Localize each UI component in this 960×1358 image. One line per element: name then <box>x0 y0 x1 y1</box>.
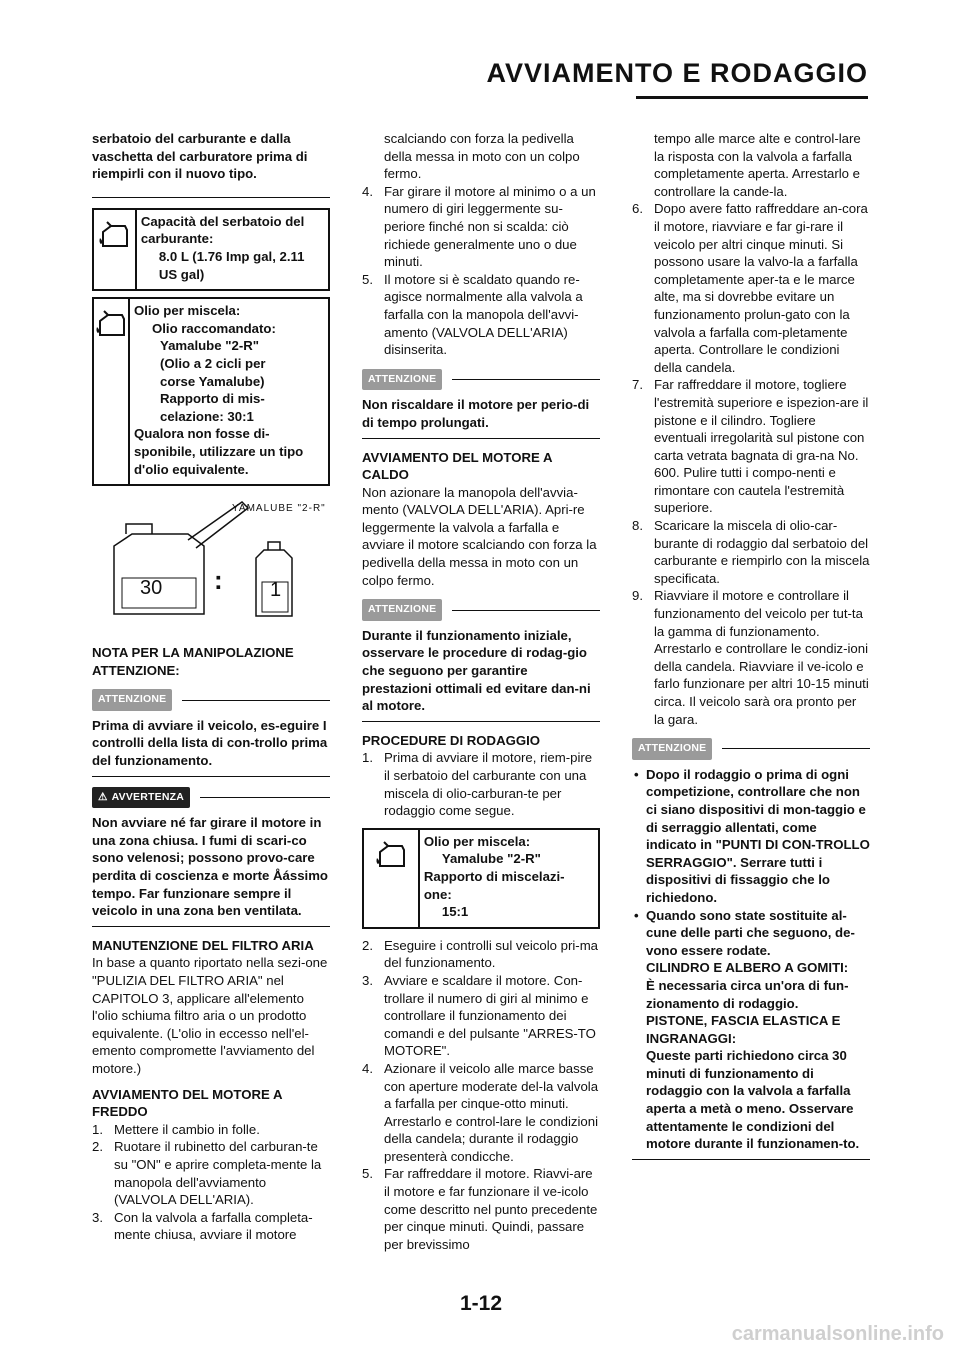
list-item: 6. Dopo avere fatto raffreddare an-cora il motore, riavviare e far gi-rare il veicolo per altri cinque minuti. Si possono usare la valvo-la a farfalla completamente aper-ta e le marce alte, ma si dovrebbe evitare un funzionamento prolun-gato con la valvola a farfalla com-pletamente aperta. Controllare le condizioni della candela. <box>632 201 868 375</box>
divider <box>92 926 330 927</box>
list-item: 2. Ruotare il rubinetto del carburan-te su "ON" e aprire completa-mente la manopola dell'avviamento (VALVOLA DELL'ARIA). <box>92 1139 322 1208</box>
break-in-steps-continued <box>632 200 870 728</box>
mixing-illustration <box>92 496 330 626</box>
divider <box>362 438 600 439</box>
oil-can-icon <box>364 830 420 927</box>
spec-mix-ratio-label: Rapporto di miscelazi-one: <box>423 868 565 902</box>
cold-start-heading: AVVIAMENTO DEL MOTORE A FREDDO <box>92 1086 283 1120</box>
attention-badge: ATTENZIONE <box>92 689 172 711</box>
list-item: 9. Riavviare il motore e controllare il funzionamento del veicolo per tut-ta la gamma di funzionamento. Arrestarlo e controllare le condiz-ioni della candela. Riavviare il ve-icolo e farlo funzionare per altri 10-15 minuti circa. Il veicolo sarà ora pronto per la gara. <box>632 588 869 727</box>
illustration-label: YAMALUBE "2-R" <box>232 503 326 515</box>
warning-text: Non avviare né far girare il motore in una zona chiusa. I fumi di scari-co sono velenosi; possono provo-care perdita di coscienza e morte Åássimo tempo. Far funzionare sempre il veicolo in una zona ben ventilata. <box>92 815 328 919</box>
break-in-heading: PROCEDURE DI RODAGGIO <box>362 732 541 748</box>
divider <box>632 1159 870 1160</box>
list-item: 4. Far girare il motore al minimo o a un numero di giri leggermente su-periore finché non si scalda: ciò richiede generalmente uno o due minuti. <box>362 183 596 270</box>
spec-box-oil <box>92 297 330 486</box>
list-item: 3. Avviare e scaldare il motore. Con-trollare il numero di giri al minimo e controllare il funzionamento dei comandi e del pulsante "ARRES-TO MOTORE". <box>362 972 596 1059</box>
spec-oil-line: (Olio a 2 cicli per <box>160 355 266 371</box>
spec-box-fuel <box>92 208 330 291</box>
divider <box>92 197 330 198</box>
list-item: 8. Scaricare la miscela di olio-car-burante di rodaggio dal serbatoio del carburante e riempirlo con la miscela specificata. <box>632 518 870 586</box>
spec-oil-note: Qualora non fosse di-sponibile, utilizzare un tipo d'olio equivalente. <box>134 426 304 477</box>
list-item: • Dopo il rodaggio o prima di ogni competizione, controllare che non ci siano dispositivi di mon-taggio e di serraggio allentati, come indicato in "PUNTI DI CON-TROLLO SERRAGGIO". Serrare tutti i dispositivi di fissaggio che lo richiedono. <box>632 766 870 907</box>
spec-fuel-label: Capacità del serbatoio del carburante: <box>140 213 305 247</box>
spec-oil-sublabel: Olio raccomandato: <box>152 320 276 336</box>
spec-oil-line: corse Yamalube) <box>160 373 265 389</box>
list-item: 2. Eseguire i controlli sul veicolo pri-ma del funzionamento. <box>362 937 599 971</box>
attention-banner <box>632 738 870 760</box>
title-rule <box>636 96 868 99</box>
warm-start-text: Non azionare la manopola dell'avvia-mento (VALVOLA DELL'ARIA). Apri-re leggermente la valvola a farfalla e avviare il motore scalciando con forza la pedivella della messa in moto con un colpo fermo. <box>362 484 597 588</box>
list-item: 1. Prima di avviare il motore, riem-pire il serbatoio del carburante con una miscela di olio-carburan-te per rodaggio come segue. <box>362 750 593 819</box>
spec-mix-label: Olio per miscela: <box>423 833 531 849</box>
attention-badge: ATTENZIONE <box>362 599 442 621</box>
attention-text: Non riscaldare il motore per perio-di di tempo prolungati. <box>362 397 590 430</box>
warning-banner <box>92 787 330 809</box>
spec-mix-ratio-value: 15:1 <box>441 904 469 920</box>
air-filter-heading: MANUTENZIONE DEL FILTRO ARIA <box>92 937 314 953</box>
list-item: 1. Mettere il cambio in folle. <box>92 1121 260 1137</box>
spec-fuel-value: 8.0 L (1.76 Imp gal, 2.11 US gal) <box>158 248 305 282</box>
list-item: 4. Azionare il veicolo alle marce basse con aperture moderate del-la valvola a farfalla per cinque-otto minuti. Arrestarlo e control-lare le condizioni della candela; durante il rodaggio presenterà condicche. <box>362 1060 599 1164</box>
warning-badge: ⚠ AVVERTENZA <box>92 787 190 809</box>
list-item: 3. Con la valvola a farfalla completa-mente chiusa, avviare il motore <box>92 1209 313 1243</box>
attention-badge: ATTENZIONE <box>632 738 712 760</box>
attention-badge: ATTENZIONE <box>362 369 442 391</box>
attention-banner <box>362 599 600 621</box>
list-item: • Quando sono state sostituite al-cune delle parti che seguono, de-vono essere rodate. CILINDRO E ALBERO A GOMITI: È necessaria circa un'ora di fun-zionamento di rodaggio. PISTONE, FASCIA ELASTICA E INGRANAGGI: Queste parti richiedono circa 30 minuti di funzionamento di rodaggio con la valvola a farfalla aperta a metà o meno. Osservare attentamente le condizioni del motore durante il funzionamen-to. <box>632 907 870 1153</box>
list-item: 5. Far raffreddare il motore. Riavvi-are il motore e far funzionare il ve-icolo come descritto nel punto precedente per cinque minuti. Quindi, passare per brevissimo <box>362 1166 598 1252</box>
oil-can-icon <box>94 210 137 289</box>
warning-triangle-icon: ⚠ <box>98 790 108 803</box>
attention-text: Prima di avviare il veicolo, es-eguire I controlli della lista di con-trollo prima del funzionamento. <box>92 717 328 769</box>
spec-oil-label: Olio per miscela: <box>134 303 241 319</box>
spec-oil-line: Rapporto di mis- <box>160 391 265 407</box>
continued-text: scalciando con forza la pedivella della messa in moto con un colpo fermo. <box>384 131 580 182</box>
ratio-left: 30 <box>140 577 163 600</box>
handling-heading: NOTA PER LA MANIPOLAZIONE ATTENZIONE: <box>92 645 294 678</box>
cold-start-steps <box>92 1121 330 1244</box>
divider <box>92 776 330 777</box>
spec-oil-line: celazione: 30:1 <box>160 408 254 424</box>
divider <box>362 721 600 722</box>
intro-text: serbatoio del carburante e dalla vaschetta del carburatore prima di riempirli con il nuovo tipo. <box>92 131 308 182</box>
attention-text: Durante il funzionamento iniziale, osservare le procedure di rodag-gio che seguono per garantire prestazioni ottimali ed evitare dan-ni al motore. <box>362 627 591 714</box>
attention-bullets <box>632 766 870 1153</box>
continued-text: tempo alle marce alte e control-lare la risposta con la valvola a farfalla completamente aperta. Arrestarlo e controllare la cande-la. <box>654 131 861 199</box>
list-item: 5. Il motore si è scaldato quando re-agisce normalmente alla valvola a farfalla con la manopola dell'avvi-amento (VALVOLA DELL'ARIA) disinserita. <box>362 271 583 358</box>
spec-oil-line: Yamalube "2-R" <box>160 338 259 354</box>
warmup-steps <box>362 183 600 359</box>
list-item: 7. Far raffreddare il motore, togliere l'estremità superiore e ispezion-are il pistone e il cilindro. Togliere eventuali irregolarità sul pistone con carta vetrata bagnata di gra-na No. 600. Pulire tutti i compo-nenti e rimontare con cautela l'estremità superiore. <box>632 377 869 516</box>
page-number: 1-12 <box>460 1292 503 1315</box>
attention-banner <box>92 689 330 711</box>
break-in-steps <box>362 937 600 1254</box>
warm-start-heading: AVVIAMENTO DEL MOTORE A CALDO <box>362 449 553 483</box>
column-2 <box>362 130 600 1253</box>
spec-mix-value: Yamalube "2-R" <box>441 851 541 867</box>
page-title: AVVIAMENTO E RODAGGIO <box>486 58 868 88</box>
column-1 <box>92 130 330 1244</box>
watermark: carmanualsonline.info <box>731 1323 944 1345</box>
column-3 <box>632 130 870 1170</box>
spec-box-mix <box>362 828 600 929</box>
ratio-sep: : <box>214 565 223 596</box>
ratio-right: 1 <box>270 579 282 602</box>
attention-banner <box>362 369 600 391</box>
air-filter-text: In base a quanto riportato nella sezi-one "PULIZIA DEL FILTRO ARIA" nel CAPITOLO 3, applicare all'elemento l'olio schiuma filtro aria o un prodotto equivalente. (L'olio in eccesso nell'el-emento compromette l'avviamento del motore.) <box>92 955 328 1076</box>
oil-can-icon <box>94 299 130 484</box>
break-in-steps <box>362 749 600 819</box>
